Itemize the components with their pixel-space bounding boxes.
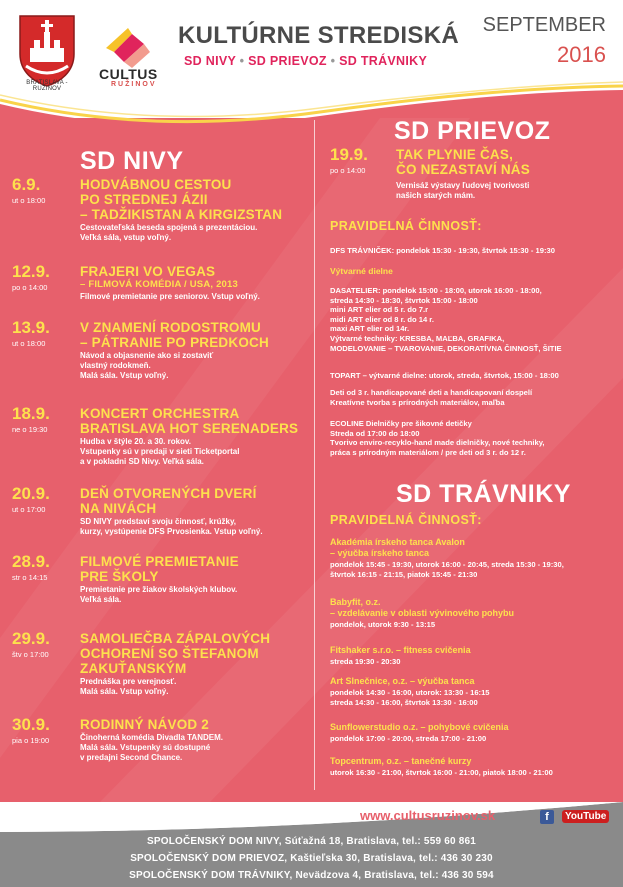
event-description: [80, 437, 239, 467]
nivy-heading: SD NIVY: [80, 147, 184, 175]
title-line: SAMOLIEČBA ZÁPALOVÝCH: [80, 631, 271, 646]
event-title: [80, 177, 282, 222]
event-date-block: [12, 553, 76, 582]
activity-title: [330, 537, 465, 559]
prievoz-event-date: [330, 146, 394, 175]
title-line: – PÁTRANIE PO PREDKOCH: [80, 335, 269, 350]
event-date-block: [12, 630, 76, 659]
logo-name: CULTUS: [99, 66, 158, 82]
title-line: FRAJERI VO VEGAS: [80, 264, 216, 279]
schedule-line: pondelok 14:30 - 16:00, utorok: 13:30 - 16:15: [330, 688, 490, 697]
activity-title: [330, 645, 471, 656]
title-line: OCHORENÍ SO ŠTEFANOM: [80, 646, 259, 661]
text-line: mini ART elier od 5 r. do 7.r: [330, 305, 429, 315]
text-line: práca s prírodným materiálom / pre deti od 3 r. do 12 r.: [330, 447, 526, 457]
activity-schedule: [330, 688, 490, 707]
prievoz-dfs: DFS TRÁVNIČEK: pondelok 15:30 - 19:30, štvrtok 15:30 - 19:30: [330, 246, 555, 255]
prievoz-heading: SD PRIEVOZ: [394, 117, 551, 145]
desc-line: Hudba v štýle 20. a 30. rokov.: [80, 437, 192, 446]
event-time: ut o 18:00: [12, 339, 46, 348]
title-line: Art Slnečnice, o.z. – výučba tanca: [330, 676, 475, 686]
desc-line: Činoherná komédia Divadla TANDEM.: [80, 733, 223, 742]
desc-line: Návod a objasnenie ako si zostaviť: [80, 351, 214, 360]
cultus-logo-icon: [100, 22, 156, 70]
event-description: [80, 677, 176, 697]
activity-title: [330, 597, 514, 619]
address-travniky: SPOLOČENSKÝ DOM TRÁVNIKY, Nevädzova 4, Bratislava, tel.: 436 30 594: [129, 870, 494, 881]
venue-prievoz: SD PRIEVOZ: [248, 54, 327, 68]
venue-list: SD NIVY • SD PRIEVOZ • SD TRÁVNIKY: [184, 54, 428, 68]
event-date: 6.9.: [12, 175, 41, 194]
crest-caption: BRATISLAVA - RUŽINOV: [26, 80, 68, 92]
title-line: – vzdelávanie v oblasti vývinového pohybu: [330, 608, 515, 618]
title-line: TAK PLYNIE ČAS,: [396, 147, 514, 162]
website-link[interactable]: www.cultusruzinov.sk: [360, 808, 496, 823]
desc-line: v predajni Second Chance.: [80, 753, 183, 762]
activity-schedule: [330, 620, 435, 630]
desc-line: Prednáška pre verejnosť.: [80, 677, 177, 686]
text-line: Deti od 3 r. handicapované deti a handicapovaní dospelí: [330, 388, 533, 397]
address-prievoz: SPOLOČENSKÝ DOM PRIEVOZ, Kaštieľska 30, Bratislava, tel.: 436 30 230: [130, 853, 493, 864]
desc-line: Malá sála. Vstup voľný.: [80, 371, 169, 380]
event-time: pia o 19:00: [12, 736, 50, 745]
desc-line: Vernisáž výstavy ľudovej tvorivosti: [396, 181, 530, 190]
event-description: [80, 351, 213, 381]
event-date: 29.9.: [12, 629, 50, 648]
event-description: [80, 292, 260, 302]
desc-line: SD NIVY predstaví svoju činnosť, krúžky,: [80, 517, 237, 526]
title-line: Sunflowerstudio o.z. – pohybové cvičenia: [330, 722, 509, 732]
event-time: štv o 17:00: [12, 650, 49, 659]
text-line: MODELOVANIE – TVAROVANIE, DEKORATÍVNA ČINNOSŤ, ŠITIE: [330, 343, 562, 353]
event-date-block: [12, 716, 76, 745]
schedule-line: štvrtok 16:15 - 21:15, piatok 15:45 - 21:30: [330, 569, 478, 579]
desc-line: Malá sála. Vstupenky sú dostupné: [80, 743, 211, 752]
prievoz-event-title: [396, 147, 530, 177]
title-line: KONCERT ORCHESTRA: [80, 406, 240, 421]
title-line: PO STREDNEJ ÁZII: [80, 192, 208, 207]
title-subline: – FILMOVÁ KOMÉDIA / USA, 2013: [80, 279, 239, 290]
title-line: – výučba írskeho tanca: [330, 548, 430, 558]
title-line: ČO NEZASTAVÍ NÁS: [396, 162, 530, 177]
text-line: Výtvarné techniky: KRESBA, MAĽBA, GRAFIKA,: [330, 333, 505, 343]
year: 2016: [557, 42, 606, 67]
travniky-heading: SD TRÁVNIKY: [396, 480, 571, 508]
logo-subtitle: RUŽINOV: [111, 81, 157, 88]
title-line: ZAKUŤANSKÝM: [80, 661, 187, 676]
title-line: FILMOVÉ PREMIETANIE: [80, 554, 239, 569]
prievoz-dasatelier: [330, 286, 562, 353]
schedule-line: streda 14:30 - 16:00, štvrtok 13:30 - 16:00: [330, 697, 478, 707]
title-line: Babyfit, o.z.: [330, 597, 381, 607]
event-description: [80, 223, 257, 243]
schedule-line: pondelok, utorok 9:30 - 13:15: [330, 620, 436, 629]
desc-line: Veľká sála, vstup voľný.: [80, 233, 172, 242]
text-line: Tvorivo enviro-recyklo-hand made dielničky, nové techniky,: [330, 438, 545, 448]
text-line: maxi ART elier od 14r.: [330, 324, 410, 334]
event-title: [80, 406, 298, 436]
event-title: [80, 264, 238, 291]
event-time: str o 14:15: [12, 573, 48, 582]
venue-nivy: SD NIVY: [184, 54, 236, 68]
facebook-icon[interactable]: f: [540, 810, 554, 824]
schedule-line: pondelok 17:00 - 20:00, streda 17:00 - 21:00: [330, 734, 487, 743]
schedule-line: pondelok 15:45 - 19:30, utorok 16:00 - 20:45, streda 15:30 - 19:30,: [330, 560, 564, 569]
desc-line: kurzy, vystúpenie DFS Prvosienka. Vstup voľný.: [80, 527, 263, 536]
desc-line: Filmové premietanie pre seniorov. Vstup voľný.: [80, 292, 260, 301]
activity-schedule: [330, 657, 401, 667]
prievoz-event-desc: [396, 181, 529, 201]
event-time: ne o 19:30: [12, 425, 48, 434]
column-divider: [314, 120, 315, 790]
activity-schedule: [330, 734, 486, 744]
prievoz-handicap: [330, 388, 532, 407]
prievoz-ecoline: [330, 419, 545, 457]
activity-schedule: [330, 560, 564, 579]
youtube-icon[interactable]: YouTube: [562, 810, 609, 823]
event-time: po o 14:00: [330, 166, 366, 175]
event-date: 13.9.: [12, 318, 50, 337]
event-date: 20.9.: [12, 484, 50, 503]
activity-schedule: [330, 768, 553, 778]
title-line: HODVÁBNOU CESTOU: [80, 177, 232, 192]
event-description: [80, 733, 223, 763]
event-date: 30.9.: [12, 715, 50, 734]
event-date-block: [12, 485, 76, 514]
event-title: [80, 554, 239, 584]
desc-line: Premietanie pre žiakov školských klubov.: [80, 585, 238, 594]
event-date: 18.9.: [12, 404, 50, 423]
travniky-regular-heading: PRAVIDELNÁ ČINNOSŤ:: [330, 513, 482, 527]
desc-line: Cestovateľská beseda spojená s prezentáciou.: [80, 223, 258, 232]
event-date-block: [12, 319, 76, 348]
event-date-block: [12, 176, 76, 205]
schedule-line: streda 19:30 - 20:30: [330, 657, 401, 666]
text-line: streda 14:30 - 18:30, štvrtok 15:00 - 18:00: [330, 295, 478, 305]
desc-line: vlastný rodokmeň.: [80, 361, 151, 370]
title-line: RODINNÝ NÁVOD 2: [80, 717, 210, 732]
activity-title: [330, 722, 509, 733]
title-line: Topcentrum, o.z. – tanečné kurzy: [330, 756, 472, 766]
activity-title: [330, 756, 471, 767]
event-title: [80, 631, 270, 676]
text-line: Streda od 17:00 do 18:00: [330, 428, 420, 438]
venue-travniky: SD TRÁVNIKY: [339, 54, 428, 68]
title-line: NA NIVÁCH: [80, 501, 157, 516]
event-time: ut o 18:00: [12, 196, 46, 205]
schedule-line: utorok 16:30 - 21:00, štvrtok 16:00 - 21:00, piatok 18:00 - 21:00: [330, 768, 553, 777]
month: SEPTEMBER: [482, 14, 606, 36]
event-date: 12.9.: [12, 262, 50, 281]
event-description: [80, 517, 263, 537]
text-line: Kreatívne tvorba s prírodných materiálov, maľba: [330, 397, 505, 407]
event-title: [80, 486, 257, 516]
event-time: ut o 17:00: [12, 505, 46, 514]
title-line: V ZNAMENÍ RODOSTROMU: [80, 320, 261, 335]
prievoz-topart: TOPART – výtvarné dielne: utorok, streda, štvrtok, 15:00 - 18:00: [330, 371, 559, 380]
event-date-block: [12, 263, 76, 292]
title-line: BRATISLAVA HOT SERENADERS: [80, 421, 299, 436]
prievoz-art-heading: Výtvarné dielne: [330, 266, 393, 276]
page-title: KULTÚRNE STREDISKÁ: [178, 22, 459, 49]
activity-title: [330, 676, 475, 687]
event-title: [80, 320, 269, 350]
desc-line: Malá sála. Vstup voľný.: [80, 687, 169, 696]
event-description: [80, 585, 237, 605]
title-line: PRE ŠKOLY: [80, 569, 159, 584]
address-nivy: SPOLOČENSKÝ DOM NIVY, Súťažná 18, Bratislava, tel.: 559 60 861: [147, 836, 476, 847]
title-line: – TADŽIKISTAN A KIRGIZSTAN: [80, 207, 283, 222]
text-line: midi ART elier od 8 r. do 14 r.: [330, 314, 434, 324]
event-title: [80, 717, 209, 732]
desc-line: Veľká sála.: [80, 595, 122, 604]
text-line: ECOLINE Dielničky pre šikovné detičky: [330, 419, 472, 428]
text-line: DASATELIER: pondelok 15:00 - 18:00, utorok 16:00 - 18:00,: [330, 286, 542, 295]
event-date: 28.9.: [12, 552, 50, 571]
event-date: 19.9.: [330, 145, 368, 164]
event-date-block: [12, 405, 76, 434]
title-line: DEŇ OTVORENÝCH DVERÍ: [80, 486, 257, 501]
desc-line: Vstupenky sú v predaji v sieti Ticketportal: [80, 447, 240, 456]
desc-line: a v pokladni SD Nivy. Veľká sála.: [80, 457, 204, 466]
desc-line: našich starých mám.: [396, 191, 476, 200]
event-time: po o 14:00: [12, 283, 48, 292]
title-line: Akadémia írskeho tanca Avalon: [330, 537, 465, 547]
prievoz-regular-heading: PRAVIDELNÁ ČINNOSŤ:: [330, 219, 482, 233]
title-line: Fitshaker s.r.o. – fitness cvičenia: [330, 645, 471, 655]
